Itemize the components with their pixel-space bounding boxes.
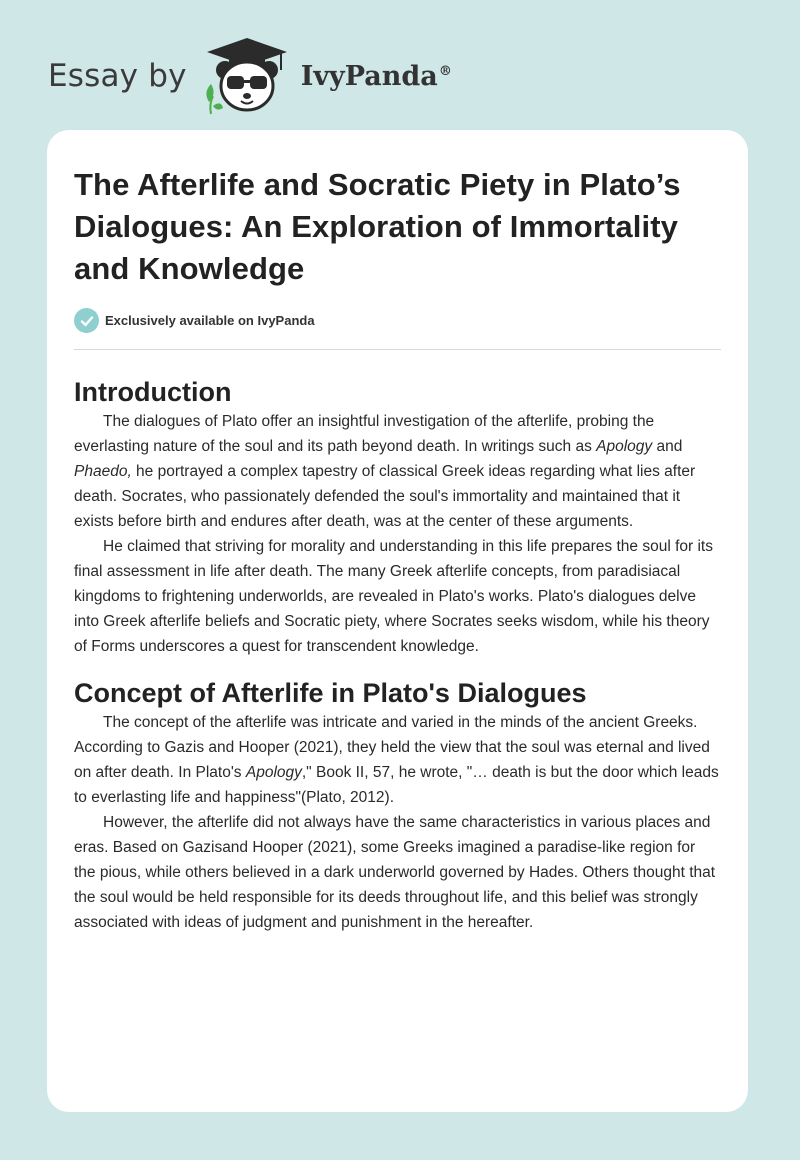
- exclusive-badge-text: Exclusively available on IvyPanda: [105, 313, 315, 328]
- paragraph: [74, 710, 721, 810]
- paragraph-text: he portrayed a complex tapestry of classical Greek ideas regarding what lies after death. Socrates, who passionately defended the soul's immortality and maintained that it exists before birth and endures after death, was at the center of these arguments.: [74, 463, 696, 530]
- work-title-phaedo: Phaedo,: [74, 463, 132, 480]
- essay-by-label: Essay by: [48, 58, 187, 94]
- paragraph-text: The dialogues of Plato offer an insightful investigation of the afterlife, probing the everlasting nature of the soul and its path beyond death. In writings such as: [74, 413, 655, 455]
- paragraph-text: and: [652, 438, 683, 455]
- ivypanda-wordmark[interactable]: [301, 61, 452, 92]
- divider: [74, 349, 721, 350]
- essay-card: [47, 130, 748, 1112]
- section-heading-introduction: Introduction: [74, 377, 232, 407]
- trademark-symbol: ®: [438, 63, 452, 79]
- work-title-apology: Apology: [245, 764, 302, 781]
- exclusive-badge: [74, 308, 721, 333]
- paragraph: He claimed that striving for morality and understanding in this life prepares the soul for its final assessment in life after death. The many Greek afterlife concepts, from paradisiacal kingdoms to frightening underworlds, are revealed in Plato's works. Plato's dialogues delve into Greek afterlife beliefs and Socratic piety, where Socrates seeks wisdom, while his theory of Forms underscores a quest for transcendent knowledge.: [74, 538, 713, 655]
- paragraph-text: The concept of the afterlife was intricate and varied in the minds of the ancient Greeks. According to Gazis and Hooper (2021), they held the view that the soul was eternal and lived on after death. In Plato's: [74, 714, 710, 781]
- work-title-apology: Apology: [596, 438, 653, 455]
- essay-title: The Afterlife and Socratic Piety in Plato’s Dialogues: An Exploration of Immortality and Knowledge: [74, 167, 681, 286]
- brand-name: IvyPanda: [300, 60, 438, 92]
- paragraph: [74, 409, 721, 534]
- section-heading-concept-of-afterlife: Concept of Afterlife in Plato's Dialogues: [74, 678, 587, 708]
- site-header: [48, 36, 452, 116]
- panda-logo-icon[interactable]: [201, 36, 293, 116]
- paragraph: However, the afterlife did not always have the same characteristics in various places and eras. Based on Gazisand Hooper (2021), some Greeks imagined a paradise-like region for the pious, while others believed in a dark underworld governed by Hades. Others thought that the soul would be held responsible for its deeds throughout life, and this belief was strongly associated with ideas of judgment and punishment in the hereafter.: [74, 814, 716, 931]
- checkmark-icon: [74, 308, 99, 333]
- paragraph-text: ," Book II, 57, he wrote, "… death is but the door which leads to everlasting life and happiness"(Plato, 2012).: [74, 764, 719, 806]
